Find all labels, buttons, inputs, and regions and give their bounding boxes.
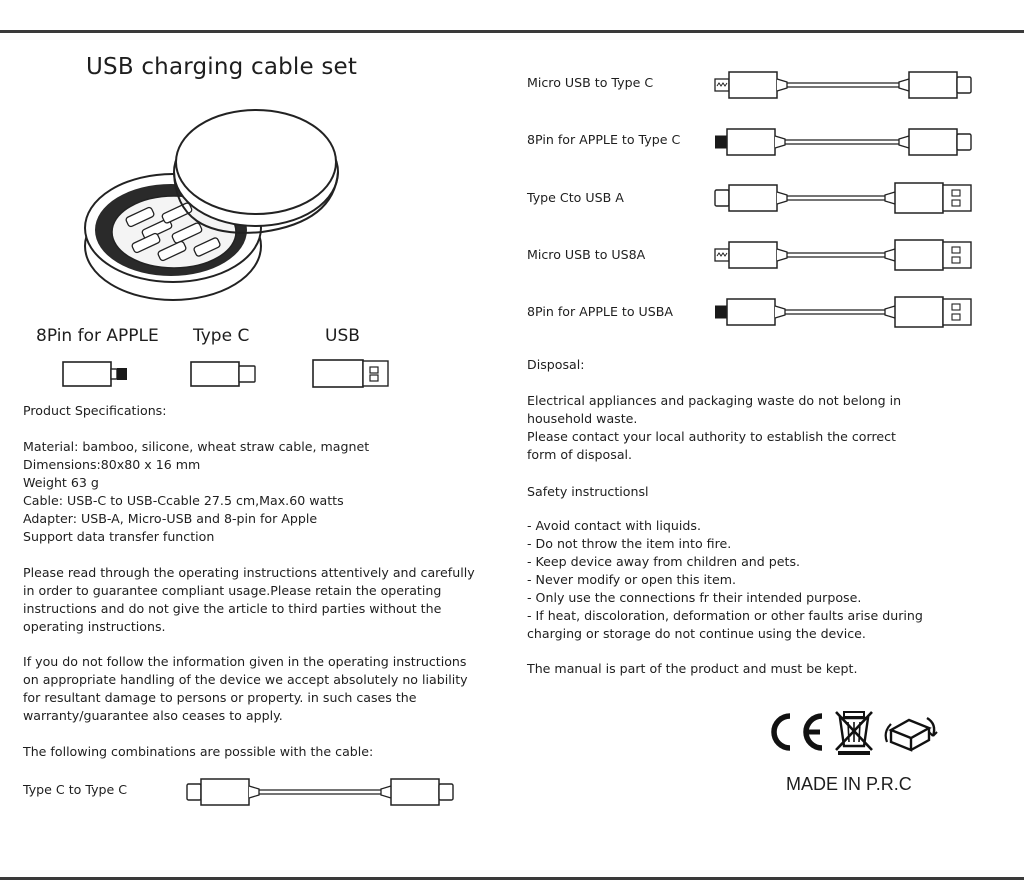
- bottom-rule: [0, 877, 1024, 880]
- cable-label-micro-to-a: Micro USB to US8A: [527, 247, 646, 262]
- instructions-paragraph: Please read through the operating instructions attentively and carefully in order to guarantee compliant usage.Please retain the operating instructions and do not give the article to third parties without the operating instructions.: [23, 565, 475, 634]
- disposal-heading: Disposal:: [527, 357, 585, 372]
- page-title: USB charging cable set: [86, 54, 358, 80]
- safety-item: - Never modify or open this item.: [527, 572, 736, 587]
- cable-case-illustration-icon: [76, 100, 346, 310]
- safety-item: - Do not throw the item into fire.: [527, 536, 732, 551]
- connector-label-type-c: Type C: [193, 326, 250, 346]
- liability-paragraph: If you do not follow the information given in the operating instructions on appropriate handling of the device we accept absolutely no liability for resultant damage to persons or property. in such cases the warranty/guarantee also ceases to apply.: [23, 654, 468, 723]
- cable-8pin-to-c-icon: [713, 126, 973, 158]
- safety-item: - Avoid contact with liquids.: [527, 518, 701, 533]
- cable-c-to-c-icon: [185, 776, 455, 808]
- cable-label-micro-to-c: Micro USB to Type C: [527, 75, 654, 90]
- cable-label-8pin-to-a: 8Pin for APPLE to USBA: [527, 304, 674, 319]
- specs-line-data: Support data transfer function: [23, 529, 215, 544]
- cable-micro-to-c-icon: [713, 69, 973, 101]
- connector-label-8pin: 8Pin for APPLE: [36, 326, 159, 346]
- specs-heading: Product Specifications:: [23, 403, 167, 418]
- cable-micro-to-a-icon: [713, 238, 973, 272]
- cable-8pin-to-a-icon: [713, 295, 973, 329]
- cable-label-c-to-a: Type Cto USB A: [527, 190, 624, 205]
- cable-label-8pin-to-c: 8Pin for APPLE to Type C: [527, 132, 681, 147]
- manual-note: The manual is part of the product and must be kept.: [527, 661, 858, 676]
- usb-a-connector-icon: [312, 359, 392, 389]
- specs-line-material: Material: bamboo, silicone, wheat straw cable, magnet: [23, 439, 370, 454]
- specs-line-weight: Weight 63 g: [23, 475, 99, 490]
- combinations-intro: The following combinations are possible with the cable:: [23, 744, 374, 759]
- cable-c-to-a-icon: [713, 181, 973, 215]
- connector-label-usb: USB: [325, 326, 360, 346]
- type-c-connector-icon: [190, 361, 260, 387]
- specs-line-dimensions: Dimensions:80x80 x 16 mm: [23, 457, 201, 472]
- lightning-connector-icon: [62, 361, 132, 387]
- safety-item: - If heat, discoloration, deformation or other faults arise during charging or storage do not continue using the device.: [527, 608, 923, 641]
- safety-item: - Only use the connections fr their intended purpose.: [527, 590, 862, 605]
- safety-item: - Keep device away from children and pets.: [527, 554, 801, 569]
- top-rule: [0, 30, 1024, 33]
- specs-line-adapter: Adapter: USB-A, Micro-USB and 8-pin for Apple: [23, 511, 318, 526]
- made-in-label: MADE IN P.R.C: [786, 774, 912, 794]
- recycling-box-icon: [883, 712, 939, 752]
- disposal-text: Electrical appliances and packaging waste do not belong in household waste. Please contact your local authority to establish the correct form of disposal.: [527, 393, 902, 462]
- safety-heading: Safety instructionsl: [527, 484, 649, 499]
- ce-mark-icon: [764, 712, 826, 752]
- specs-line-cable: Cable: USB-C to USB-Ccable 27.5 cm,Max.60 watts: [23, 493, 344, 508]
- weee-bin-icon: [832, 708, 876, 756]
- cable-label-c-to-c: Type C to Type C: [23, 782, 128, 797]
